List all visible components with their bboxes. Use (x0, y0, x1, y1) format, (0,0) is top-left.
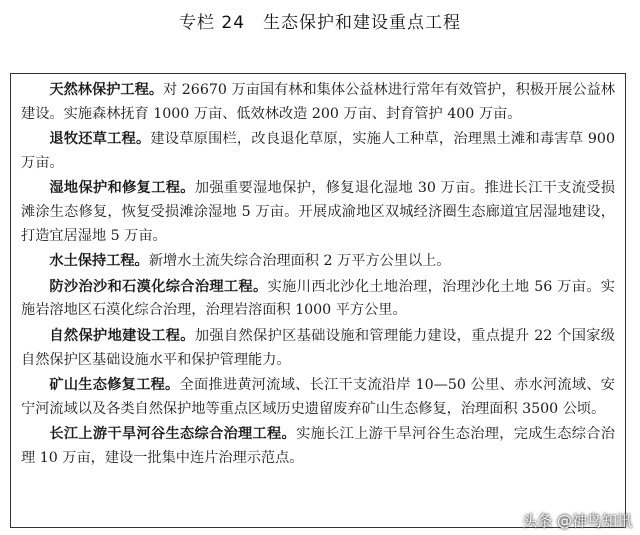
page-title: 专栏 24 生态保护和建设重点工程 (178, 13, 462, 33)
section-wetland (21, 177, 615, 248)
section-grassland (21, 128, 615, 175)
section-heading: 退牧还草工程。 (49, 131, 151, 148)
section-body: 新增水土流失综合治理面积 2 万平方公里以上。 (148, 253, 451, 270)
section-body: 加强自然保护区基础设施和管理能力建设，重点提升 22 个国家级自然保护区基础设施水平和保护管理能力。 (21, 327, 615, 368)
section-natural-forest (21, 79, 615, 126)
section-heading: 天然林保护工程。 (49, 82, 164, 98)
section-soil-water (21, 250, 615, 274)
section-body: 对 26670 万亩国有林和集体公益林进行常年有效管护，积极开展公益林建设。实施森林抚育 1000 万亩、低效林改造 200 万亩、封育管护 400 万亩。 (21, 82, 615, 122)
section-heading: 防沙治沙和石漠化综合治理工程。 (49, 278, 268, 295)
section-dry-valley (21, 423, 615, 470)
watermark: 头条 @神鸟知讯 (522, 512, 632, 530)
section-heading: 自然保护地建设工程。 (49, 327, 195, 344)
section-heading: 水土保持工程。 (49, 253, 149, 270)
section-body: 实施长江上游干旱河谷生态治理，完成生态综合治理 10 万亩，建设一批集中连片治理示范点。 (21, 426, 615, 466)
section-body: 加强重要湿地保护，修复退化湿地 30 万亩。推进长江干支流受损滩涂生态修复，恢复受损滩涂湿地 5 万亩。开展成渝地区双城经济圈生态廊道宜居湿地建设，打造宜居湿地 5 万亩。 (21, 180, 615, 244)
section-desertification (21, 276, 615, 323)
section-heading: 矿山生态修复工程。 (49, 377, 180, 394)
section-body: 全面推进黄河流域、长江干支流沿岸 10—50 公里、赤水河流域、安宁河流域以及各类自然保护地等重点区域历史遗留废弃矿山生态修复，治理面积 3500 公顷。 (21, 377, 615, 417)
section-nature-reserve (21, 325, 615, 372)
section-body: 实施川西北沙化土地治理，治理沙化土地 56 万亩。实施岩溶地区石漠化综合治理，治理岩溶面积 1000 平方公里。 (21, 278, 615, 319)
column-box (10, 73, 626, 528)
section-mine-restoration (21, 374, 615, 421)
section-heading: 湿地保护和修复工程。 (49, 180, 195, 197)
section-body: 建设草原围栏，改良退化草原，实施人工种草，治理黑土滩和毒害草 900 万亩。 (21, 131, 615, 171)
section-heading: 长江上游干旱河谷生态综合治理工程。 (49, 426, 297, 443)
